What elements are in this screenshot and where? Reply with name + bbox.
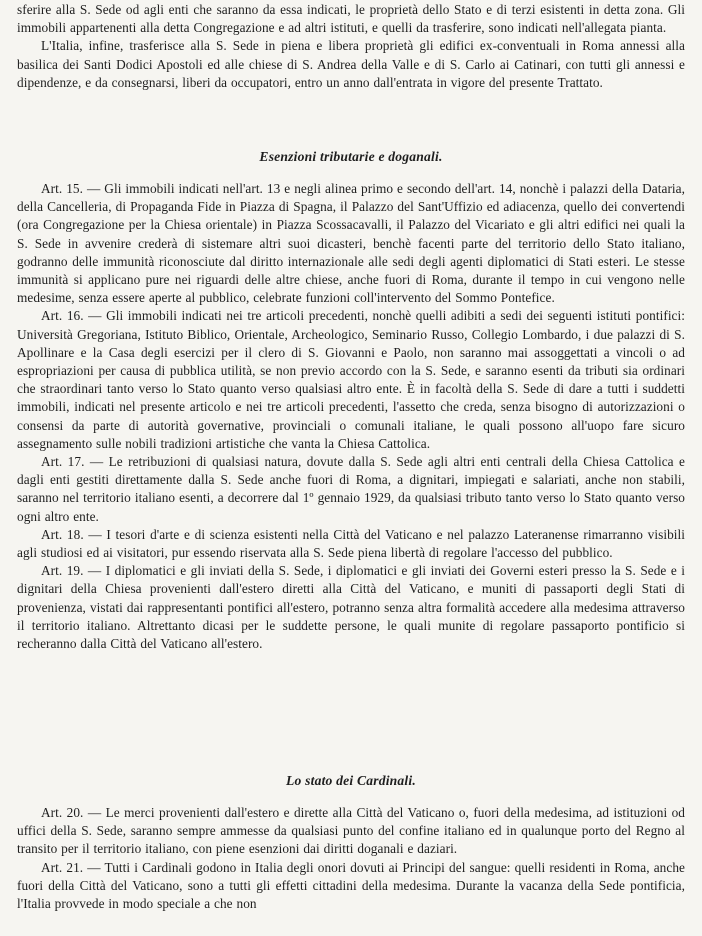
text-block-bottom [17,804,685,913]
paragraph: Art. 18. — I tesori d'arte e di scienza esistenti nella Città del Vaticano e nel palazzo Lateranense rimarranno visibili agli studiosi ed ai visitatori, pur essendo riservata alla S. Sede piena libertà di regolare l'accesso del pubblico. [17,526,685,561]
section-heading: Esenzioni tributarie e doganali. [259,149,443,164]
text-block-top [17,1,685,92]
paragraph: sferire alla S. Sede od agli enti che saranno da essa indicati, le proprietà dello Stato e di terzi esistenti in detta zona. Gli immobili appartenenti alla detta Congregazione e ad altri istituti, e quelli da trasferire, sono indicati nell'allegata pianta. [17,2,685,36]
paragraph: L'Italia, infine, trasferisce alla S. Sede in piena e libera proprietà gli edifici ex-conventuali in Roma annessi alla basilica dei Santi Dodici Apostoli ed alle chiese di S. Andrea della Valle e di S. Carlo ai Catinari, con tutti gli annessi e dipendenze, e da consegnarsi, liberi da occupatori, entro un anno dall'entrata in vigore del presente Trattato. [17,38,685,90]
paragraph: Art. 21. — Tutti i Cardinali godono in Italia degli onori dovuti ai Principi del sangue: quelli residenti in Roma, anche fuori della Città del Vaticano, sono a tutti gli effetti cittadini della medesima. Durante la vacanza della Sede pontificia, l'Italia provvede in modo speciale a che non [17,859,685,912]
text-block-middle [17,180,685,653]
paragraph: Art. 15. — Gli immobili indicati nell'art. 13 e negli alinea primo e secondo dell'art. 14, nonchè i palazzi della Dataria, della Cancelleria, di Propaganda Fide in Piazza di Spagna, il Palazzo del Sant'Uffizio ed adiacenza, quello dei convertendi (ora Congregazione per la Chiesa orientale) in Piazza Scossacavalli, il Palazzo del Vicariato e gli altri edifici nei quali la S. Sede in avvenire crederà di sistemare altri suoi dicasteri, benchè facenti parte del territorio dello Stato italiano, godranno delle immunità riconosciute dal diritto internazionale alle sedi degli agenti diplomatici di Stati esteri. Le stesse immunità si applicano pure nei riguardi delle altre chiese, anche fuori di Roma, durante il tempo in cui vengono nelle medesime, senza essere aperte al pubblico, celebrate funzioni coll'intervento del Sommo Pontefice. [17,181,685,306]
paragraph: Art. 17. — Le retribuzioni di qualsiasi natura, dovute dalla S. Sede agli altri enti centrali della Chiesa Cattolica e dagli enti gestiti direttamente dalla S. Sede anche fuori di Roma, a dignitari, impiegati e salariati, anche non stabili, saranno nel territorio italiano esenti, a decorrere dal 1º gennaio 1929, da qualsiasi tributo tanto verso lo Stato quanto verso ogni altro ente. [17,454,685,524]
paragraph: Art. 20. — Le merci provenienti dall'estero e dirette alla Città del Vaticano o, fuori della medesima, ad istituzioni od uffici della S. Sede, saranno sempre ammesse da qualsiasi punto del confine italiano ed in qualunque porto del Regno al transito per il territorio italiano, con piene esenzioni dai diritti doganali e daziari. [17,805,685,857]
paragraph: Art. 19. — I diplomatici e gli inviati della S. Sede, i diplomatici e gli inviati dei Governi esteri presso la S. Sede e i dignitari della Chiesa provenienti dall'estero diretti alla Città del Vaticano, e muniti di passaporti degli Stati di provenienza, vistati dai rappresentanti pontifici all'estero, potranno senza altra formalità accedere alla medesima attraverso il territorio italiano. Altrettanto dicasi per le suddette persone, le quali munite di regolare passaporto pontificio si recheranno dalla Città del Vaticano all'estero. [17,563,685,652]
section-heading: Lo stato dei Cardinali. [286,773,416,788]
paragraph: Art. 16. — Gli immobili indicati nei tre articoli precedenti, nonchè quelli adibiti a sedi dei seguenti istituti pontifici: Università Gregoriana, Istituto Biblico, Orientale, Archeologico, Seminario Russo, Collegio Lombardo, i due palazzi di S. Apollinare e la Casa degli esercizi per il clero di S. Giovanni e Paolo, non saranno mai assoggettati a vincoli o ad espropriazioni per causa di pubblica utilità, se non previo accordo con la S. Sede, e saranno esenti da tributi sia ordinari che straordinari tanto verso lo Stato quanto verso qualsiasi altro ente. È in facoltà della S. Sede di dare a tutti i suddetti immobili, indicati nel presente articolo e nei tre articoli precedenti, l'assetto che creda, senza bisogno di autorizzazioni o consensi da parte di autorità governative, provinciali o comunali italiane, le quali possono all'uopo fare sicuro assegnamento sulle nobili tradizioni artistiche che vanta la Chiesa Cattolica. [17,308,685,451]
